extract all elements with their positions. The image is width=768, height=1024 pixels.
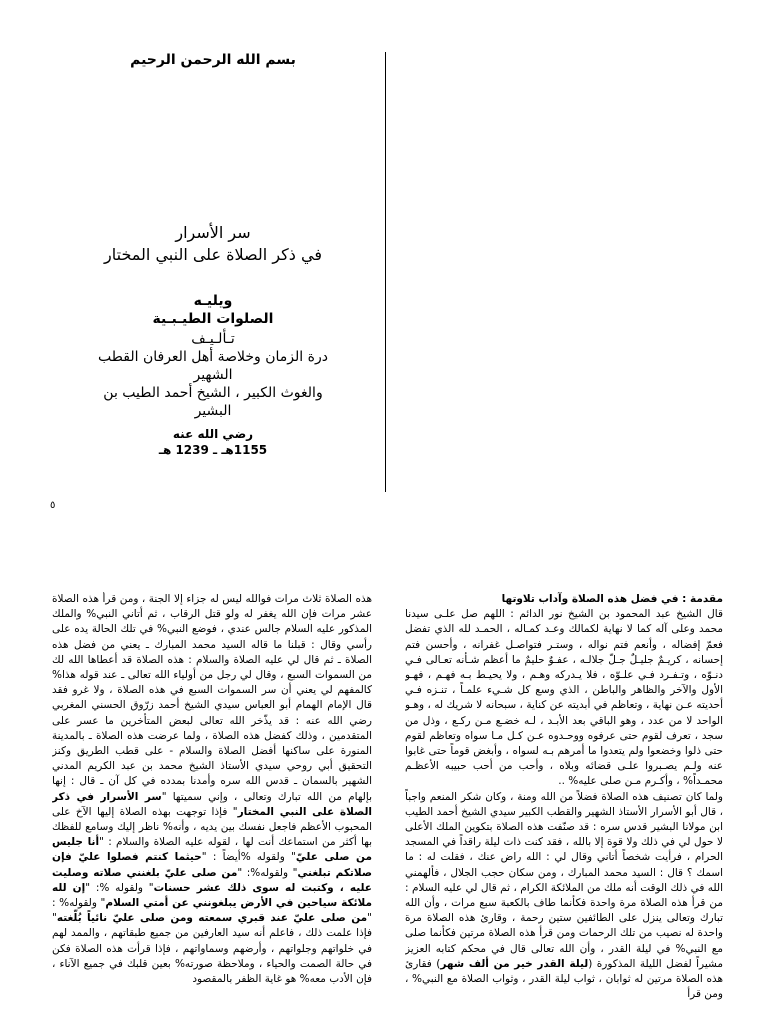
- continuation-paragraph: [52, 592, 372, 987]
- hadith-1: أنا جليس من صلى عليّ: [52, 836, 372, 864]
- title-line-2: في ذكر الصلاة على النبي المختار: [104, 245, 322, 264]
- title-line-1: سر الأسرار: [175, 223, 251, 242]
- author-line-1: درة الزمان وخلاصة أهل العرفان القطب: [98, 349, 328, 365]
- author-line-3: والغوث الكبير ، الشيخ أحمد الطيب بن: [103, 385, 323, 401]
- subtitle-line-1: ويليـه: [193, 293, 233, 309]
- authorship-label: تـألـيـف: [191, 331, 235, 347]
- author-block: [48, 330, 378, 420]
- subtitle-line-2: الصلوات الطيـبـية: [152, 311, 274, 327]
- quran-quote: ليلة القدر خير من ألف شهر: [440, 957, 589, 970]
- intro-column: [405, 592, 723, 1024]
- continuation-text-d: " ولقوله%: ": [237, 866, 298, 879]
- life-dates: 1155هـ ـ 1239 هـ: [158, 443, 268, 457]
- author-line-2: الشهير: [193, 367, 233, 383]
- dates-block: [48, 426, 378, 458]
- cover-page: [48, 52, 378, 492]
- bold-book-title: سر الأسرار في ذكر الصلاة على النبي المختار: [52, 790, 372, 818]
- intro-paragraph-2: [405, 790, 723, 1003]
- intro-heading: مقدمة : في فضل هذه الصلاة وآداب تلاوتها: [501, 593, 723, 605]
- intro-paragraph-2-text-a: ولما كان تصنيف هذه الصلاة فضلاً من الله ومنة ، وكان شكر المنعم واجباً ، قال أبو الأسرار الأستاذ الشهير والقطب الكبير سيدي الشيخ أحمد الطيب ابن مولانا البشير قدس سره : قد صنّفت هذه الصلاة بتكوين الملك الأعلى لا حول لي في ذلك ولا قوة إلا بالله ، فقد كنت ذات ليلة راقداً في المسجد الحرام ، فرأيت شخصاً أتاني وقال لي : الله راض عنك ، فقلت له : ما اسمك ؟ قال : السيد محمد المبارك ، ومن سكان حجب الجلال ، فألهمني الله في ذلك الوقت أنه ملك من الملائكة الكرام ، ثم قال لي عليه السلام : من قرأ هذه الصلاة مرة واحدة فكأنما طاف بالكعبة سبع مرات ، وأن الله تبارك وتعالى ينزل على الطائفين ستين رحمة ، وقارئ هذه الصلاة مرة واحدة له نصيب من تلك الرحمات ومن قرأ هذه الصلاة مرتين فكأنما صلى مع النبي% في ليلة القدر ، وأن الله تعالى قال في محكم كتابه العزيز مشيراً لفضل الليلة المذكورة (: [405, 790, 723, 970]
- center-divider: [385, 52, 386, 492]
- basmala: بسم الله الرحمن الرحيم: [130, 52, 296, 68]
- blank-panel: [392, 52, 762, 492]
- hadith-5: من صلى عليّ عند قبري سمعته ومن صلى عليّ نائياً بُلّغته: [56, 912, 368, 925]
- hadith-2: حيثما كنتم فصلوا عليّ فإن صلاتكم تبلغني: [52, 851, 372, 879]
- blessing: رضي الله عنه: [172, 427, 254, 441]
- continuation-text-f: " ولقوله% : ": [52, 897, 372, 925]
- continuation-text-c: " ولقوله %أيضاً : ": [201, 851, 296, 864]
- continuation-column: [52, 592, 372, 1024]
- book-title: [48, 222, 378, 266]
- continuation-text-g: " فإذا علمت ذلك ، فاعلم أنه سيد العارفين من جميع طبقاتهم ، والممد لهم في خلواتهم وجلواتهم ، وأرضهم وسماواتهم ، فإذا قرأت هذه الصلاة فكن في حالة الصمت والحياء ، وملاحظة صورته% بعين قلبك في جميع الآناء ، فإن الأدب معه% هو غاية الظفر بالمقصود: [52, 912, 372, 986]
- continuation-text-e: " ولقوله %: ": [85, 881, 154, 894]
- continuation-text-b: " فإذا توجهت بهذه الصلاة إليها الآخ على المحبوب الأعظم فاجعل نفسك بين يديه ، وأنه% ناظر إليك وسامع للفظك بها أكثر من استماعك أنت لها ، لقوله عليه الصلاة والسلام : ": [52, 805, 372, 849]
- author-line-4: البشير: [194, 403, 232, 419]
- footnote-mark: ٥: [50, 500, 56, 511]
- hadith-4: إن لله ملائكة سياحين في الأرض يبلغونني عن أمتي السلام: [52, 881, 372, 910]
- hadith-3: من صلى عليّ بلغنني صلاته وصليت عليه ، وكتبت له سوى ذلك عشر حسنات: [52, 866, 372, 894]
- continuation-text-a: هذه الصلاة ثلاث مرات فوالله ليس له جزاء إلا الجنة ، ومن قرأ هذه الصلاة عشر مرات فإن الله يغفر له ولو قتل الرقاب ، ثم أتاني النبي% والملك المذكور عليه السلام جالس عندي ، فوضع النبي% في تلك الحالة يده على رأسي وقال : قبلنا ما قاله السيد محمد المبارك ـ يعني من فضل هذه الصلاة ـ ثم قال لي عليه الصلاة والسلام : هذه الصلاة قد أعطاها الله لك من السموات السبع ، وقال لي رجل من أولياء الله تعالى ـ عند قوله هذا% كالمفهم لي يعني أن سر السموات السبع في هذه الصلاة ، ولا غرو فقد قال الإمام الهمام أبو العباس سيدي الشيخ أحمد زرّوق الحسني المغربي رضي الله عنه : قد يذّخر الله تعالى لبعض المتأخرين ما عسر على المتقدمين ، وذلك كفضل هذه الصلاة ، ولما عرضت هذه الصلاة ـ بالمدينة المنورة على ساكنها أفضل الصلاة والسلام - على قطب الطريق وكنز التحقيق أبي روحي سيدي الأستاذ الشيخ محمد بن عبد الكريم المدني الشهير بالسمان ـ قدس الله سره وأمدنا بمدده في كل آن ـ قال : إنها بإلهام من الله تبارك وتعالى ، وإني سميتها ": [52, 593, 372, 803]
- intro-paragraph-1: قال الشيخ عبد المحمود بن الشيخ نور الدائم : اللهم صل علـى سيدنا محمد وعلى آله كما لا نهاية لكمالك وعـد كمـاله ، الحمـد لله الذي تفضل فعمّ إفضاله ، وأنعم فتم نواله ، وستـر فتواصـل غفرانه ، وأحسن فتم إحسانه ، كريـمٌ جليـلٌ جـلّ جلالـه ، عفـوٌ حليمٌ ما أعظم شـأنه تعـالى فـي دنـوّه ، وتـفـرد فـي علـوّه ، فلا يـدركه وهـم ، ولا يحيـط بـه فهـم ، فهـو الأول والآخر والظاهر والباطن ، الذي وسع كل شـيء علمـاً ، تنـزه فـي أحديته عـن نهاية ، وتعاظم في أبديته عن كناية ، سبحانه لا شريك له ، وهـو الواحد لا من عدد ، وهو الباقي بعد الأبـد ، لـه خضـع مـن ركـع ، وذل من سجد ، تعرف لقوم حتى عرفوه ووحـدوه عـن كـل مـا سواه وتعاظم لقوم حتى ذلوا وخضعوا ولم يتعدوا ما أمرهم بـه لسواه ، وأبغض قوماً حتى غابوا عنه ولـم يصـبروا علـى قضائه وبلاه ، وأحب من أحب حبيبه الأعظـم محمـداً% ، وأكـرم مـن صلى عليه% ..: [405, 608, 723, 788]
- book-subtitle: [48, 292, 378, 328]
- intro-paragraph-2-text-b: ) فقارئ هذه الصلاة مرتين له ثوابان ، ثواب ليلة القدر ، وثواب الصلاة مع النبي% ، ومن قرأ: [405, 957, 723, 1001]
